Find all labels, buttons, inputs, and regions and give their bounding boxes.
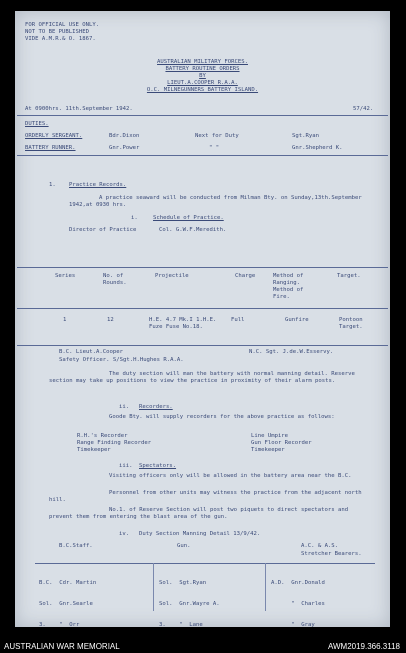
notice-line: FOR OFFICIAL USE ONLY. [25,22,100,28]
table-cell: Pontoon Target. [339,317,363,330]
duty-name: Bdr.Dixon [109,133,140,139]
recorder-item: Range Finding Recorder [77,439,152,446]
title-line: LIEUT.A.COOPER R.A.A. [167,79,238,86]
nco-officer: N.C. Sgt. J.de.W.Esservy. [249,349,334,355]
manning-entry: B.C. Cdr. Martin [39,579,97,586]
archive-reference: AWM2019.366.3118 [327,642,400,651]
subsection-number: iv. [119,531,130,537]
table-header: Target. [337,273,361,279]
official-use-notice [25,22,99,43]
table-header: Series [55,273,76,279]
manning-entry: 3. " Orr [39,621,80,627]
manning-entry: Sol. Gnr.Searle [39,600,93,607]
table-bottom-rule [17,345,388,346]
spectators-paragraph: No.1. of Reserve Section will post two piquets to direct spectators and prevent them from entering the blast area of the gun. [49,507,349,520]
title-block [15,59,390,94]
duties-heading: DUTIES. [25,121,49,127]
duty-next-name: Sgt.Ryan [292,133,319,139]
subsection-number: iii. [119,463,133,469]
director-label: Director of Practice [69,227,137,233]
recorder-item: Timekeeper [251,446,285,453]
manning-ac-column [271,566,325,627]
recorder-item: Gun Floor Recorder [251,439,312,446]
archive-footer [0,638,406,653]
divider [17,115,388,116]
manning-column-rule [153,563,154,611]
duty-name: Gnr.Power [109,145,140,151]
recorder-item: Line Umpire [251,433,289,439]
duty-label: ORDERLY SERGEANT. [25,133,83,139]
title-line: O.C. MILNEGUNNERS BATTERY ISLAND. [146,86,259,93]
notice-line: NOT TO BE PUBLISHED [25,28,89,35]
table-cell: 12 [107,317,114,323]
recorders-left-list [77,433,151,454]
manning-top-rule [35,563,375,564]
manning-entry: A.D. Gnr.Donald [271,579,325,586]
manning-entry: " Charles [271,600,325,607]
section-heading: Practice Records. [69,182,127,188]
archive-name: AUSTRALIAN WAR MEMORIAL [4,642,120,651]
section-body: A practice seaward will be conducted from Milman Bty. on Sunday,13th.September 1942,at 0930 hrs. [69,195,362,208]
title-line: BATTERY ROUTINE ORDERS [165,65,240,72]
manning-gun-column [159,566,220,627]
duty-next-label: " " [209,145,220,151]
duty-next-label: Next for Duty [195,133,239,139]
date-line: At 0900hrs. 11th.September 1942. [25,106,133,112]
spectators-paragraph: Personnel from other units may witness the practice from the adjacent north hill. [49,490,362,503]
title-line: AUSTRALIAN MILITARY FORCES. [157,59,248,65]
bc-officer: B.C. Lieut.A.Cooper [59,349,123,355]
order-number: 57/42. [353,106,374,112]
recorders-intro: Goode Bty. will supply recorders for the above practice as follows: [109,414,335,420]
table-cell: Full [231,317,245,323]
title-line: BY [199,72,206,79]
manning-entry: " Gray [271,621,315,627]
subsection-heading: Recorders. [139,404,173,410]
duty-label: BATTERY RUNNER. [25,145,76,151]
table-top-rule [17,267,388,268]
recorder-item: Timekeeper [77,446,111,453]
ac-as-label: A.C. & A.S. [301,543,339,549]
subsection-number: ii. [119,404,130,410]
subsection-heading: Schedule of Practice. [153,215,224,221]
stretcher-bearers-label: Stretcher Bearers. [301,551,362,557]
document-page [15,11,390,627]
manning-entry: Sol. Gnr.Wayre A. [159,600,220,607]
manning-entry: Sol. Sgt.Ryan [159,579,207,586]
manning-detail-heading: Duty Section Manning Detail 13/9/42. [139,531,261,537]
table-cell: 1 [63,317,67,323]
section-number: 1. [49,182,56,188]
manning-bc-column [39,566,96,627]
table-cell: H.E. 4.7 Mk.I 1.H.E. Fuze Fuse No.18. [149,317,217,330]
subsection-heading: Spectators. [139,463,177,469]
table-header: Method of Ranging. Method of Fire. [273,273,304,300]
duty-section-paragraph: The duty section will man the battery with normal manning detail. Reserve section may take up positions to view the practice in proximity of their alarm posts. [49,371,355,384]
recorders-right-list [251,433,312,454]
safety-officer: Safety Officer. S/Sgt.H.Hughes R.A.A. [59,357,184,363]
table-header: Charge [235,273,256,279]
table-cell: Gunfire [285,317,309,323]
manning-column-rule [265,563,266,611]
recorder-item: R.H.'s Recorder [77,433,128,439]
subsection-number: i. [131,215,138,221]
table-header: No. of Rounds. [103,273,127,286]
gun-label: Gun. [177,543,191,549]
manning-entry: 3. " Lane [159,621,203,627]
table-header: Projectile [155,273,189,279]
divider [17,155,388,156]
table-header-rule [17,308,388,309]
spectators-paragraph: Visiting officers only will be allowed in the battery area near the B.C. [109,473,352,479]
notice-line: VIDE A.M.R.& O. 1867. [25,35,96,42]
director-name: Col. G.W.F.Meredith. [159,227,227,233]
staff-label: B.C.Staff. [59,543,93,549]
duty-next-name: Gnr.Shepherd K. [292,145,343,151]
